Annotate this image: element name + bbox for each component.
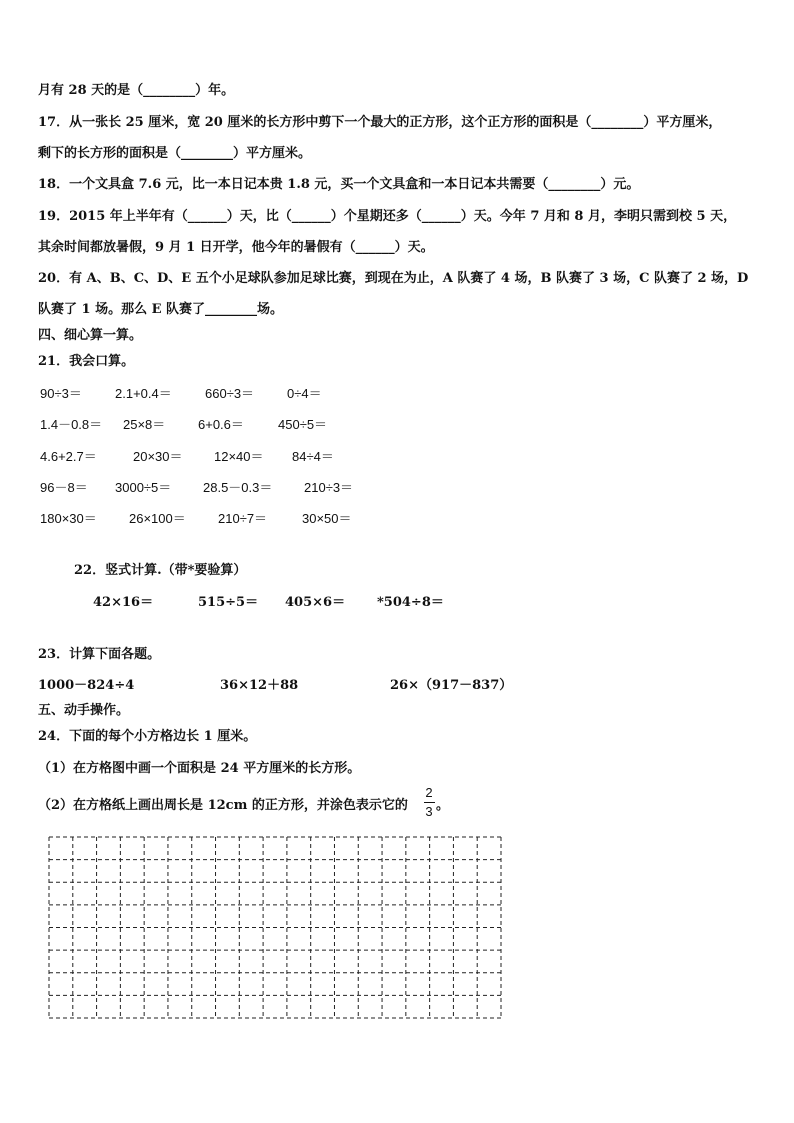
oral-item: 28.5－0.3＝ (203, 480, 273, 495)
q24-heading: 24．下面的每个小方格边长 1 厘米。 (38, 729, 257, 744)
q24-part-1: （1）在方格图中画一个面积是 24 平方厘米的长方形。 (38, 761, 361, 776)
oral-item: 12×40＝ (214, 449, 264, 464)
oral-item: 3000÷5＝ (115, 480, 172, 495)
q24-part-2-end: 。 (436, 798, 450, 813)
compute-item: 26×（917－837） (390, 678, 513, 693)
q20-line-2: 队赛了 1 场。那么 E 队赛了________场。 (38, 302, 284, 317)
q20-line-1: 20．有 A、B、C、D、E 五个小足球队参加足球比赛，到现在为止，A 队赛了 4 场，B 队赛了 3 场，C 队赛了 2 场，D (38, 271, 749, 286)
compute-item: 1000－824÷4 (38, 678, 135, 693)
oral-item: 96－8＝ (40, 480, 88, 495)
oral-item: 0÷4＝ (287, 386, 322, 401)
oral-item: 26×100＝ (129, 511, 186, 526)
oral-item: 30×50＝ (302, 511, 352, 526)
q17-line-1: 17．从一张长 25 厘米，宽 20 厘米的长方形中剪下一个最大的正方形，这个正方形的面积是（________）平方厘米， (38, 115, 722, 130)
oral-item: 660÷3＝ (205, 386, 255, 401)
vertical-calc-item: 515÷5＝ (198, 595, 259, 610)
oral-item: 84÷4＝ (292, 449, 334, 464)
vertical-calc-item: *504÷8＝ (377, 595, 444, 610)
q24-part-2: （2）在方格纸上画出周长是 12cm 的正方形，并涂色表示它的 (38, 798, 408, 813)
oral-item: 210÷7＝ (218, 511, 268, 526)
oral-item: 90÷3＝ (40, 386, 82, 401)
section-5-heading: 五、动手操作。 (38, 703, 130, 718)
grid-paper[interactable] (48, 836, 502, 1019)
q21-heading: 21．我会口算。 (38, 354, 135, 369)
q18-line: 18．一个文具盒 7.6 元，比一本日记本贵 1.8 元，买一个文具盒和一本日记本共需要（________）元。 (38, 177, 640, 192)
oral-item: 210÷3＝ (304, 480, 354, 495)
vertical-calc-item: 405×6＝ (285, 595, 346, 610)
oral-item: 180×30＝ (40, 511, 97, 526)
fraction-numerator: 2 (425, 785, 433, 800)
section-4-heading: 四、细心算一算。 (38, 328, 143, 343)
q23-heading: 23．计算下面各题。 (38, 647, 161, 662)
oral-item: 2.1+0.4＝ (115, 386, 172, 401)
q19-line-1: 19．2015 年上半年有（______）天，比（______）个星期还多（______）天。今年 7 月和 8 月，李明只需到校 5 天， (38, 209, 737, 224)
oral-item: 4.6+2.7＝ (40, 449, 97, 464)
q19-line-2: 其余时间都放暑假，9 月 1 日开学，他今年的暑假有（______）天。 (38, 240, 434, 255)
q17-line-2: 剩下的长方形的面积是（________）平方厘米。 (38, 146, 312, 161)
q22-heading: 22．竖式计算.（带*要验算） (74, 563, 247, 578)
compute-item: 36×12＋88 (220, 678, 299, 693)
oral-item: 20×30＝ (133, 449, 183, 464)
oral-item: 25×8＝ (123, 417, 166, 432)
q16-tail: 月有 28 天的是（________）年。 (38, 83, 235, 98)
fraction-denominator: 3 (425, 804, 433, 819)
oral-item: 6+0.6＝ (198, 417, 244, 432)
oral-item: 450÷5＝ (278, 417, 328, 432)
oral-item: 1.4－0.8＝ (40, 417, 103, 432)
fraction-bar (424, 802, 435, 803)
vertical-calc-item: 42×16＝ (93, 595, 154, 610)
